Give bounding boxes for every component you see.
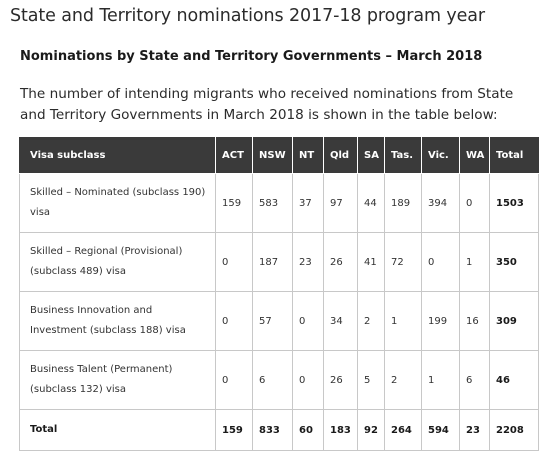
value-cell: 189	[385, 174, 422, 233]
total-value-cell: 594	[422, 410, 460, 451]
total-value-cell: 183	[324, 410, 358, 451]
section-heading: Nominations by State and Territory Governments – March 2018	[20, 49, 483, 64]
column-header: NSW	[253, 137, 293, 174]
column-header: Qld	[324, 137, 358, 174]
row-total-cell: 46	[490, 351, 539, 410]
table-row	[20, 174, 539, 233]
value-cell: 97	[324, 174, 358, 233]
column-header: ACT	[216, 137, 253, 174]
visa-subclass-cell: Skilled – Regional (Provisional) (subclass 489) visa	[20, 233, 216, 292]
row-total-cell: 350	[490, 233, 539, 292]
table-row	[20, 233, 539, 292]
value-cell: 26	[324, 351, 358, 410]
value-cell: 199	[422, 292, 460, 351]
column-header: WA	[460, 137, 490, 174]
value-cell: 187	[253, 233, 293, 292]
total-value-cell: 23	[460, 410, 490, 451]
value-cell: 6	[253, 351, 293, 410]
value-cell: 2	[358, 292, 385, 351]
table-header-row	[20, 137, 539, 174]
value-cell: 72	[385, 233, 422, 292]
total-value-cell: 92	[358, 410, 385, 451]
value-cell: 44	[358, 174, 385, 233]
value-cell: 0	[460, 174, 490, 233]
value-cell: 16	[460, 292, 490, 351]
visa-subclass-cell: Skilled – Nominated (subclass 190) visa	[20, 174, 216, 233]
table-row	[20, 292, 539, 351]
visa-subclass-cell: Business Innovation and Investment (subclass 188) visa	[20, 292, 216, 351]
value-cell: 23	[293, 233, 324, 292]
value-cell: 0	[422, 233, 460, 292]
value-cell: 1	[422, 351, 460, 410]
column-header: NT	[293, 137, 324, 174]
value-cell: 0	[293, 292, 324, 351]
column-header: Visa subclass	[20, 137, 216, 174]
page-title: State and Territory nominations 2017-18 program year	[10, 6, 485, 26]
nominations-table	[19, 137, 539, 451]
value-cell: 0	[293, 351, 324, 410]
value-cell: 37	[293, 174, 324, 233]
value-cell: 0	[216, 351, 253, 410]
value-cell: 159	[216, 174, 253, 233]
table-total-row	[20, 410, 539, 451]
value-cell: 1	[460, 233, 490, 292]
value-cell: 0	[216, 292, 253, 351]
column-header: Total	[490, 137, 539, 174]
row-total-cell: 1503	[490, 174, 539, 233]
value-cell: 1	[385, 292, 422, 351]
column-header: Vic.	[422, 137, 460, 174]
value-cell: 34	[324, 292, 358, 351]
value-cell: 57	[253, 292, 293, 351]
value-cell: 5	[358, 351, 385, 410]
visa-subclass-cell: Business Talent (Permanent) (subclass 132) visa	[20, 351, 216, 410]
value-cell: 583	[253, 174, 293, 233]
total-value-cell: 60	[293, 410, 324, 451]
row-total-cell: 309	[490, 292, 539, 351]
total-label-cell: Total	[20, 410, 216, 451]
value-cell: 26	[324, 233, 358, 292]
value-cell: 0	[216, 233, 253, 292]
column-header: SA	[358, 137, 385, 174]
value-cell: 2	[385, 351, 422, 410]
value-cell: 394	[422, 174, 460, 233]
total-value-cell: 264	[385, 410, 422, 451]
grand-total-cell: 2208	[490, 410, 539, 451]
column-header: Tas.	[385, 137, 422, 174]
value-cell: 41	[358, 233, 385, 292]
intro-paragraph: The number of intending migrants who received nominations from State and Territory Governments in March 2018 is shown in the table below:	[20, 86, 514, 123]
total-value-cell: 833	[253, 410, 293, 451]
value-cell: 6	[460, 351, 490, 410]
total-value-cell: 159	[216, 410, 253, 451]
table-row	[20, 351, 539, 410]
